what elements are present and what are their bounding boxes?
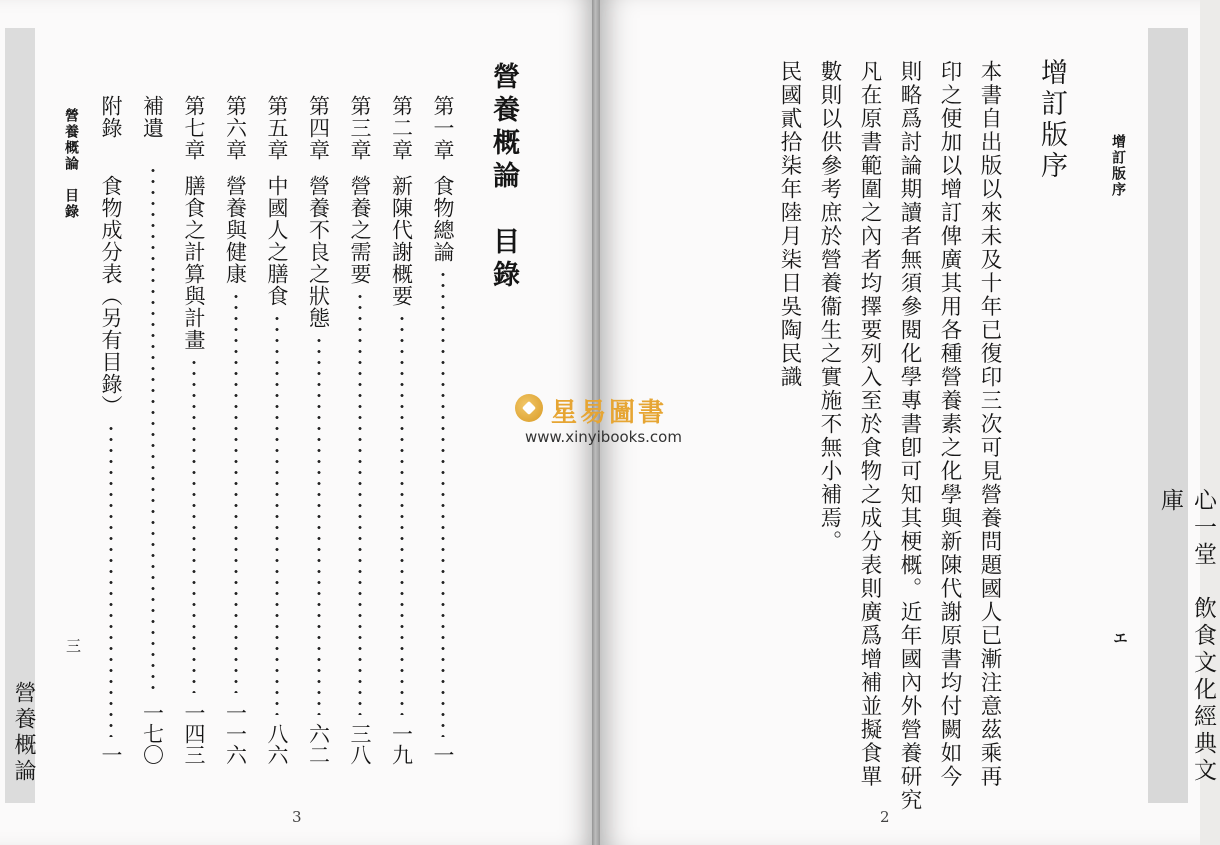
publisher-watermark xyxy=(515,392,690,454)
toc-chapter-title: 食物成分表（另有目錄） xyxy=(99,175,123,417)
toc-entry xyxy=(428,95,468,765)
toc-dot-leader xyxy=(440,269,446,737)
right-sidebar-label: 心一堂 飲食文化經典文庫 xyxy=(1157,488,1216,785)
toc-chapter-title: 營養之需要 xyxy=(348,175,372,285)
toc-entry xyxy=(221,95,261,765)
toc-chapter-label: 第五章 xyxy=(265,95,289,161)
watermark-title: 星易圖書 xyxy=(551,398,668,428)
toc-dot-leader xyxy=(399,313,405,715)
toc-entry xyxy=(179,95,219,765)
left-page xyxy=(0,0,592,845)
toc-chapter-title: 食物總論 xyxy=(431,175,455,263)
left-running-head: 營養概論 目錄 xyxy=(63,108,79,220)
toc-page-number: 一一六 xyxy=(223,702,248,765)
toc-page-number: 一 xyxy=(99,744,123,765)
toc-dot-leader xyxy=(191,357,197,693)
preface-line: 則略爲討論期讀者無須參閱化學專書卽可知其梗概。近年國內外營養研究 xyxy=(897,60,922,812)
preface-title: 增訂版序 xyxy=(1036,58,1067,182)
toc-page-number: 六二 xyxy=(306,723,331,765)
toc-entry xyxy=(96,95,136,765)
toc-chapter-label: 第一章 xyxy=(431,95,455,161)
preface-line: 印之便加以增訂俾廣其用各種營養素之化學與新陳代謝原書均付闕如今 xyxy=(937,60,962,789)
right-running-folio: エ xyxy=(1111,630,1129,645)
toc-chapter-label: 補遺 xyxy=(140,95,165,139)
toc-entry xyxy=(304,95,344,765)
toc-page-number: 一九 xyxy=(389,723,414,765)
publisher-logo-icon xyxy=(515,394,543,422)
toc-dot-leader xyxy=(108,423,114,737)
preface-line: 民國貳拾柒年陸月柒日吳陶民識 xyxy=(777,60,802,389)
right-running-head: 增訂版序 xyxy=(1110,134,1126,198)
left-sidebar xyxy=(5,28,35,803)
toc-page-number: 三八 xyxy=(348,723,372,765)
toc-entry xyxy=(262,95,302,765)
toc-chapter-label: 第六章 xyxy=(223,95,248,161)
toc-dot-leader xyxy=(233,291,239,693)
left-sidebar-label: 營養概論 xyxy=(11,681,36,785)
toc-dot-leader xyxy=(316,335,322,715)
toc-chapter-title: 中國人之膳食 xyxy=(265,175,289,307)
toc-dot-leader xyxy=(150,165,156,693)
toc-chapter-title: 營養與健康 xyxy=(223,175,248,285)
toc-chapter-title: 膳食之計算與計畫 xyxy=(182,175,206,351)
toc-heading: 營養概論 目錄 xyxy=(488,62,519,293)
toc-page-number: 一四三 xyxy=(182,702,206,765)
preface-line: 本書自出版以來未及十年已復印三次可見營養問題國人已漸注意茲乘再 xyxy=(977,60,1002,789)
right-page-number: 2 xyxy=(880,808,890,826)
toc-chapter-label: 第三章 xyxy=(348,95,372,161)
toc-chapter-title: 營養不良之狀態 xyxy=(306,175,331,329)
left-running-folio: 三 xyxy=(64,638,82,653)
toc-entry xyxy=(387,95,427,765)
toc-page-number: 一七〇 xyxy=(140,702,165,765)
preface-line: 數則以供參考庶於營養衞生之實施不無小補焉。 xyxy=(817,60,842,554)
toc-dot-leader xyxy=(357,291,363,715)
preface-line: 凡在原書範圍之內者均擇要列入至於食物之成分表則廣爲增補並擬食單 xyxy=(857,60,882,789)
toc-chapter-label: 第二章 xyxy=(389,95,414,161)
toc-chapter-title: 新陳代謝概要 xyxy=(389,175,414,307)
toc-page-number: 八六 xyxy=(265,723,289,765)
toc-chapter-label: 附錄 xyxy=(99,95,123,139)
toc-chapter-label: 第四章 xyxy=(306,95,331,161)
toc-entry xyxy=(138,95,178,765)
right-page xyxy=(600,0,1216,845)
toc-dot-leader xyxy=(274,313,280,715)
toc-page-number: 一 xyxy=(431,744,455,765)
toc-chapter-label: 第七章 xyxy=(182,95,206,161)
left-page-number: 3 xyxy=(292,808,302,826)
toc-entry xyxy=(345,95,385,765)
watermark-url: www.xinyibooks.com xyxy=(525,428,682,446)
right-sidebar xyxy=(1148,28,1216,803)
